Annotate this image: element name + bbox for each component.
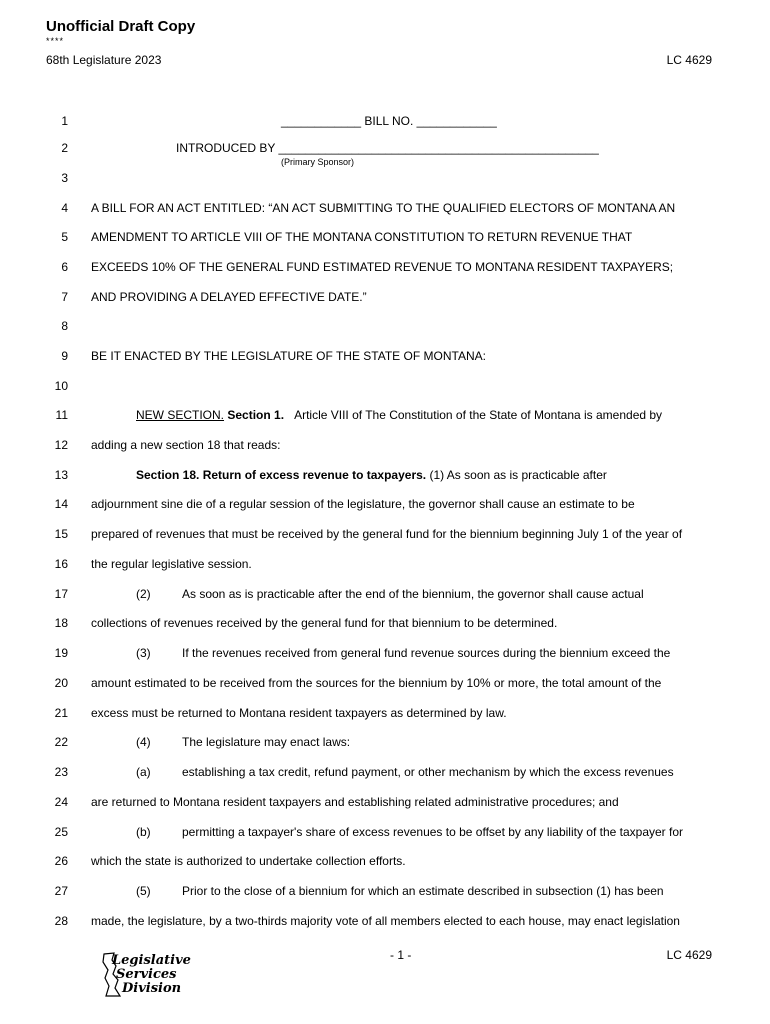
line-number: 27 — [54, 884, 68, 898]
line-number: 12 — [54, 438, 68, 452]
body-line: permitting a taxpayer's share of excess revenues to be offset by any liability of the taxpayer for — [182, 825, 683, 839]
new-section-label: NEW SECTION. — [136, 408, 225, 422]
line-number: 15 — [54, 527, 68, 541]
subsection-letter: (b) — [136, 825, 151, 839]
line-number: 16 — [54, 557, 68, 571]
line-number: 14 — [54, 497, 68, 511]
line-number: 17 — [54, 587, 68, 601]
page-number: - 1 - — [390, 948, 412, 962]
line-number: 18 — [54, 616, 68, 630]
legislature-header: 68th Legislature 2023 — [46, 53, 162, 67]
draft-title: Unofficial Draft Copy — [46, 18, 196, 35]
body-line: As soon as is practicable after the end of the biennium, the governor shall cause actual — [182, 587, 644, 601]
body-line: prepared of revenues that must be received by the general fund for the biennium beginning July 1 of the year of — [91, 527, 683, 541]
line-number: 19 — [54, 646, 68, 660]
section-18-line — [136, 468, 607, 482]
logo-text-division: Division — [122, 981, 182, 996]
line-number: 26 — [54, 854, 68, 868]
line-number: 8 — [61, 319, 68, 333]
section-text: (1) As soon as is practicable after — [429, 468, 607, 482]
line-number: 28 — [54, 914, 68, 928]
body-line: collections of revenues received by the general fund for that biennium to be determined. — [91, 616, 558, 630]
body-line: If the revenues received from general fund revenue sources during the biennium exceed the — [182, 646, 671, 660]
lc-number-footer: LC 4629 — [666, 948, 712, 962]
enacting-clause: BE IT ENACTED BY THE LEGISLATURE OF THE STATE OF MONTANA: — [91, 349, 486, 363]
line-number: 22 — [54, 735, 68, 749]
legislative-services-division-logo — [100, 952, 200, 998]
line-number: 4 — [61, 201, 68, 215]
subsection-number: (3) — [136, 646, 151, 660]
introduced-by-line: INTRODUCED BY ________________________________________________ — [176, 141, 599, 155]
body-line: the regular legislative session. — [91, 557, 252, 571]
bill-title-line: AMENDMENT TO ARTICLE VIII OF THE MONTANA CONSTITUTION TO RETURN REVENUE THAT — [91, 230, 633, 244]
line-number: 2 — [61, 141, 68, 155]
primary-sponsor-caption: (Primary Sponsor) — [281, 157, 355, 167]
lc-number-header: LC 4629 — [666, 53, 712, 67]
subsection-number: (2) — [136, 587, 151, 601]
subsection-number: (5) — [136, 884, 151, 898]
section-18-heading: Section 18. Return of excess revenue to taxpayers. — [136, 468, 427, 482]
body-line: establishing a tax credit, refund payment, or other mechanism by which the excess revenues — [182, 765, 674, 779]
bill-title-line: EXCEEDS 10% OF THE GENERAL FUND ESTIMATED REVENUE TO MONTANA RESIDENT TAXPAYERS; — [91, 260, 674, 274]
line-number: 7 — [61, 290, 68, 304]
line-number: 10 — [54, 379, 68, 393]
line-number: 20 — [54, 676, 68, 690]
line-number: 6 — [61, 260, 68, 274]
subsection-number: (4) — [136, 735, 151, 749]
section-1-line — [136, 408, 662, 422]
body-line: which the state is authorized to undertake collection efforts. — [91, 854, 406, 868]
line-number: 3 — [61, 171, 68, 185]
section-text: Article VIII of The Constitution of the State of Montana is amended by — [294, 408, 663, 422]
bill-title-line: A BILL FOR AN ACT ENTITLED: “AN ACT SUBMITTING TO THE QUALIFIED ELECTORS OF MONTANA AN — [91, 201, 676, 215]
line-number: 1 — [61, 114, 68, 128]
line-number: 11 — [55, 408, 68, 422]
body-line: are returned to Montana resident taxpayers and establishing related administrative procedures; and — [91, 795, 619, 809]
body-line: adjournment sine die of a regular session of the legislature, the governor shall cause an estimate to be — [91, 497, 635, 511]
body-line: Prior to the close of a biennium for which an estimate described in subsection (1) has been — [182, 884, 664, 898]
logo-text-services: Services — [116, 967, 177, 982]
line-number: 25 — [54, 825, 68, 839]
body-line: made, the legislature, by a two-thirds majority vote of all members elected to each house, may enact legislation — [91, 914, 680, 928]
body-line: The legislature may enact laws: — [182, 735, 351, 749]
bill-number-line: ____________ BILL NO. ____________ — [281, 114, 497, 128]
bill-title-line: AND PROVIDING A DELAYED EFFECTIVE DATE.” — [91, 290, 367, 304]
body-line: amount estimated to be received from the sources for the biennium by 10% or more, the total amount of the — [91, 676, 662, 690]
line-number: 9 — [61, 349, 68, 363]
draft-stars: **** — [46, 36, 65, 46]
line-number: 5 — [61, 230, 68, 244]
section-number: Section 1. — [227, 408, 285, 422]
line-number: 23 — [54, 765, 68, 779]
subsection-letter: (a) — [136, 765, 151, 779]
logo-text-legislative: Legislative — [112, 953, 191, 968]
body-line: excess must be returned to Montana resident taxpayers as determined by law. — [91, 706, 507, 720]
line-number: 13 — [54, 468, 68, 482]
line-number: 21 — [54, 706, 68, 720]
body-line: adding a new section 18 that reads: — [91, 438, 281, 452]
line-number: 24 — [54, 795, 68, 809]
